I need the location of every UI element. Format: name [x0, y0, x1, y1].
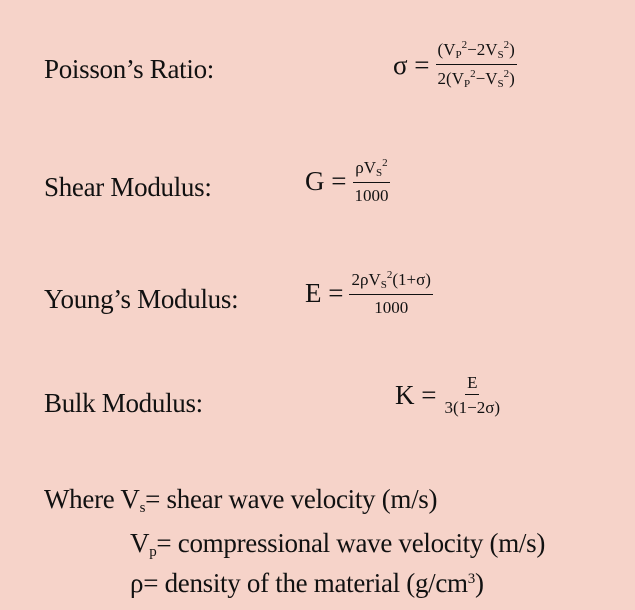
bulk-modulus-denominator: 3(1−2σ): [444, 398, 501, 417]
youngs-modulus-label: Young’s Modulus:: [44, 284, 239, 314]
poissons-ratio-lhs: σ =: [393, 49, 430, 80]
bulk-modulus-fraction: [442, 374, 502, 416]
poissons-ratio-numerator: $(V_P^2-2V_S^2)$: [436, 40, 517, 65]
legend-rho-close: ): [474, 568, 484, 598]
legend-vp-line: [130, 528, 545, 561]
legend-vp-text: = compressional wave velocity (m/s): [156, 528, 546, 558]
legend-rho-line: [130, 568, 484, 599]
bulk-modulus-label: Bulk Modulus:: [44, 388, 203, 418]
shear-modulus-lhs: G =: [305, 165, 347, 196]
shear-modulus-denominator: 1000: [354, 186, 389, 205]
bulk-modulus-lhs: K =: [395, 379, 437, 410]
legend-vs-text: = shear wave velocity (m/s): [145, 484, 438, 514]
shear-modulus-label: Shear Modulus:: [44, 172, 212, 202]
legend-rho-text: = density of the material (g/cm: [143, 568, 468, 598]
legend-where-word: Where: [44, 484, 115, 514]
legend-rho-exponent: 3: [467, 571, 475, 587]
legend-vp-symbol: $V_p$: [130, 528, 157, 560]
poissons-ratio-fraction: [436, 40, 517, 90]
youngs-modulus-lhs: E =: [305, 277, 344, 308]
youngs-modulus-denominator: 1000: [374, 298, 409, 317]
legend-vs-symbol: $V_s$: [120, 484, 146, 516]
youngs-modulus-numerator: $2\rho V_S^2(1+\sigma)$: [349, 270, 432, 295]
shear-modulus-numerator: $\rho V_S^2$: [353, 158, 389, 183]
poissons-ratio-formula: [393, 40, 517, 90]
shear-modulus-formula: [305, 158, 390, 204]
shear-modulus-fraction: [352, 158, 390, 204]
bulk-modulus-formula: [395, 374, 502, 416]
youngs-modulus-formula: [305, 270, 433, 316]
legend-vs-line: [44, 484, 437, 517]
legend-rho-symbol: ρ: [130, 568, 144, 598]
youngs-modulus-fraction: [349, 270, 432, 316]
poissons-ratio-denominator: $2(V_P^2-V_S^2)$: [437, 68, 515, 90]
poissons-ratio-label: Poisson’s Ratio:: [44, 54, 214, 84]
bulk-modulus-numerator: E: [465, 374, 479, 395]
